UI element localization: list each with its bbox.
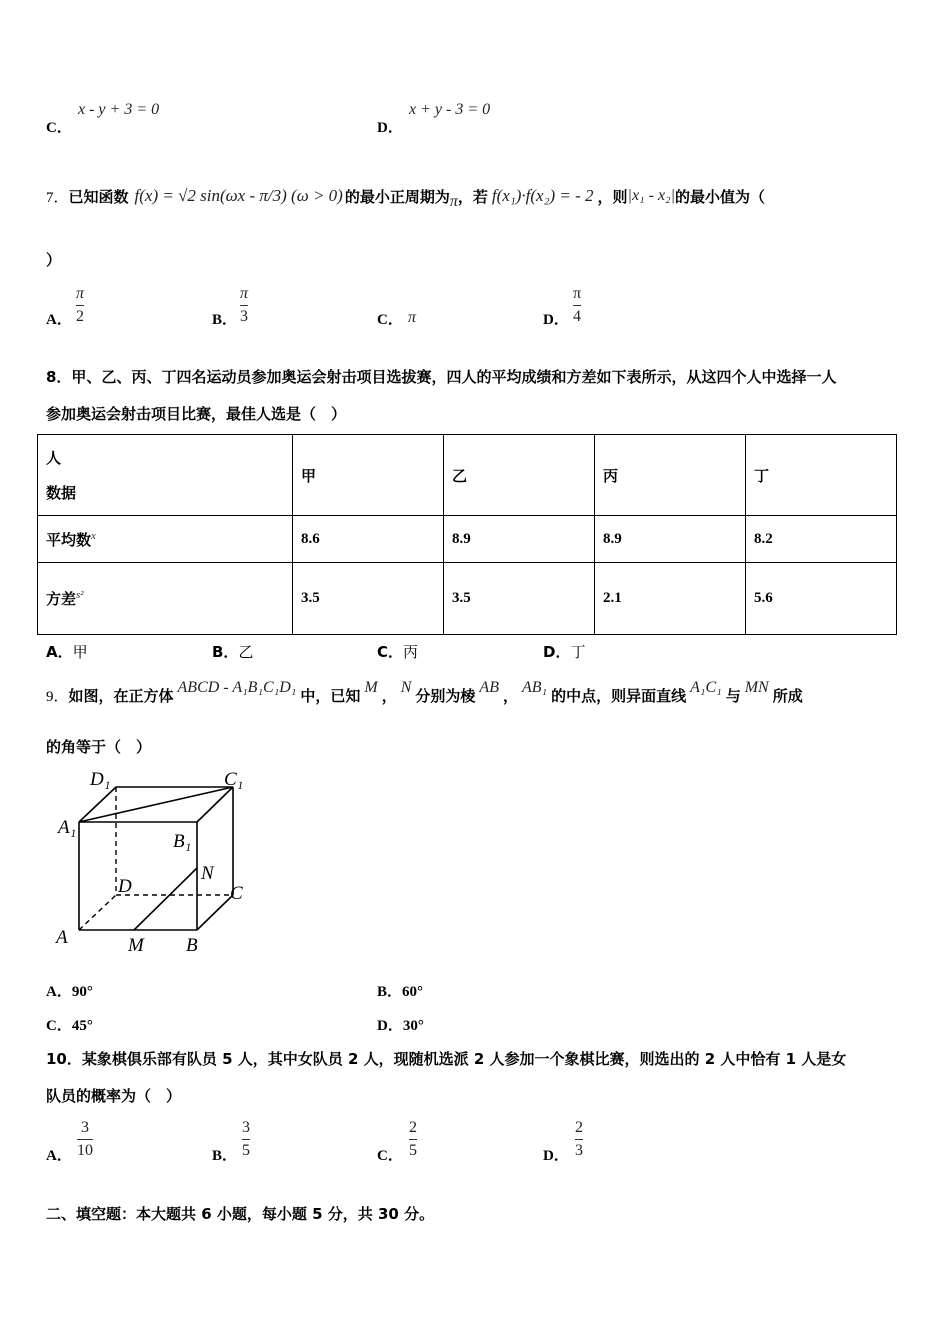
table-cell: 3.5	[444, 563, 595, 635]
label-b: B	[186, 935, 198, 956]
q8-option-d-text: 丁	[570, 643, 586, 661]
q7-condition-formula: f(x₁)·f(x₂) = - 2	[491, 186, 594, 205]
table-cell: 3.5	[293, 563, 444, 635]
q10-stem-line-1: 10．某象棋俱乐部有队员 5 人，其中女队员 2 人，现随机选派 2 人参加一个象棋比赛，则选出的 2 人中恰有 1 人是女	[46, 1050, 847, 1068]
q7-option-d-label: D．	[543, 312, 569, 328]
q10-option-c-label: C．	[377, 1148, 403, 1164]
q7-option-c-label: C．	[377, 312, 403, 328]
q8-option-d	[543, 641, 585, 662]
q6-option-d-label: D．	[377, 120, 403, 136]
q10-option-a-den: 10	[77, 1142, 93, 1159]
q8-option-a	[46, 641, 88, 662]
table-row	[38, 563, 897, 635]
q7-option-b-num: π	[240, 285, 249, 302]
q9-text-1: 如图，在正方体	[68, 686, 174, 705]
q7-option-a-fraction	[76, 285, 84, 326]
q9-option-c-text: 45°	[71, 1018, 93, 1034]
q10-option-b-den: 5	[242, 1142, 250, 1159]
label-a: A	[56, 927, 68, 948]
label-n: N	[201, 863, 214, 884]
q7-close-paren: ）	[46, 251, 62, 269]
q10-option-b-num: 3	[242, 1119, 250, 1136]
q9-option-a-label: A．	[46, 984, 72, 1000]
q9-text-6: 所成	[772, 686, 803, 705]
q8-stem-line-2: 参加奥运会射击项目比赛，最佳人选是（ ）	[46, 405, 347, 423]
q9-option-c-label: C．	[46, 1018, 72, 1034]
q9-comma-2: ，	[502, 686, 518, 705]
q10-option-c-fraction	[409, 1119, 417, 1160]
mean-symbol: x	[91, 529, 96, 542]
q9-text-2: 中，已知	[300, 686, 361, 705]
q7-option-b-label: B．	[212, 312, 238, 328]
q10-option-a-num: 3	[81, 1119, 89, 1136]
label-b1: B₁	[173, 831, 192, 852]
table-corner-cell	[38, 435, 293, 516]
q10-option-d-fraction	[575, 1119, 583, 1160]
q8-stem-line-1: 8．甲、乙、丙、丁四名运动员参加奥运会射击项目选拔赛，四人的平均成绩和方差如下表所示，从这四个人中选择一人	[46, 368, 837, 386]
q10-option-a-fraction	[77, 1119, 93, 1160]
cube-figure	[50, 765, 260, 960]
corner-bottom-label: 数据	[46, 484, 77, 502]
table-row-label	[38, 516, 293, 563]
q8-data-table	[37, 434, 897, 635]
q10-option-d-num: 2	[575, 1119, 583, 1136]
q9-option-c	[46, 1014, 93, 1035]
edge-a1d1	[79, 787, 116, 822]
label-d1: D₁	[90, 769, 111, 790]
label-a1: A₁	[58, 817, 77, 838]
q8-option-b-text: 乙	[238, 643, 254, 661]
q9-option-d-text: 30°	[402, 1018, 424, 1034]
q9-option-d	[377, 1014, 424, 1035]
q10-option-b-fraction	[242, 1119, 250, 1160]
q6-option-c-label: C．	[46, 120, 72, 136]
q10-option-a-label: A．	[46, 1148, 72, 1164]
q8-option-c	[377, 641, 418, 662]
q9-option-b	[377, 980, 423, 1001]
q7-text-4: ，则	[597, 187, 628, 206]
q7-option-a-label: A．	[46, 312, 72, 328]
q9-text-4: 的中点，则异面直线	[551, 686, 687, 705]
question-9-stem	[46, 673, 803, 717]
q10-option-d-den: 3	[575, 1142, 583, 1159]
table-row	[38, 516, 897, 563]
q9-edge-ab: AB	[479, 679, 499, 696]
q9-edge-ab1: AB₁	[521, 679, 548, 696]
q6-option-c-formula: x - y + 3 = 0	[78, 101, 160, 118]
table-header-cell: 丙	[595, 435, 746, 516]
q10-option-c-num: 2	[409, 1119, 417, 1136]
q7-function-formula: f(x) = √2 sin(ωx - π/3) (ω > 0)	[134, 186, 343, 205]
q7-text-1: 已知函数	[68, 187, 129, 206]
q9-option-a	[46, 980, 93, 1001]
table-cell: 2.1	[595, 563, 746, 635]
table-cell: 8.9	[595, 516, 746, 563]
q8-option-c-label: C．	[377, 643, 404, 661]
q7-option-d-den: 4	[573, 308, 582, 325]
q7-text-3: ，若	[457, 187, 488, 206]
section-2-heading: 二、填空题：本大题共 6 小题，每小题 5 分，共 30 分。	[46, 1205, 435, 1223]
label-m: M	[128, 935, 144, 956]
q9-cube-name: ABCD - A₁B₁C₁D₁	[177, 679, 297, 696]
q8-option-b	[212, 641, 253, 662]
q9-line-a1c1: A₁C₁	[690, 679, 722, 696]
q6-option-d-formula: x + y - 3 = 0	[409, 101, 491, 118]
question-7-stem	[46, 172, 765, 220]
q9-text-3: 分别为棱	[415, 686, 476, 705]
q7-abs-formula: |x₁ - x₂|	[627, 187, 675, 204]
q9-option-b-text: 60°	[402, 984, 424, 1000]
q7-option-d-num: π	[573, 285, 582, 302]
q9-stem-line-2: 的角等于（ ）	[46, 738, 152, 756]
q7-option-c-value: π	[408, 309, 417, 326]
table-cell: 8.2	[746, 516, 897, 563]
table-header-cell: 甲	[293, 435, 444, 516]
q7-option-a-den: 2	[76, 308, 84, 325]
q9-comma-1: ，	[381, 686, 397, 705]
q10-option-d-label: D．	[543, 1148, 569, 1164]
label-c1: C₁	[224, 769, 244, 790]
q8-option-a-label: A．	[46, 643, 73, 661]
q7-number: 7．	[46, 189, 69, 206]
row-label-mean: 平均数	[46, 530, 92, 549]
q9-point-n: N	[400, 679, 412, 696]
table-header-row	[38, 435, 897, 516]
q9-option-d-label: D．	[377, 1018, 403, 1034]
q9-option-a-text: 90°	[71, 984, 93, 1000]
table-row-label	[38, 563, 293, 635]
diagonal-a1c1	[79, 787, 233, 822]
q7-option-b-fraction	[240, 285, 248, 326]
q8-option-b-label: B．	[212, 643, 239, 661]
q10-stem-line-2: 队员的概率为（ ）	[46, 1087, 182, 1105]
table-cell: 8.6	[293, 516, 444, 563]
table-cell: 8.9	[444, 516, 595, 563]
table-header-cell: 丁	[746, 435, 897, 516]
q9-text-5: 与	[725, 686, 741, 705]
label-d: D	[118, 876, 132, 897]
q7-option-d-fraction	[573, 285, 581, 326]
q9-point-m: M	[364, 679, 378, 696]
table-header-cell: 乙	[444, 435, 595, 516]
q9-line-mn: MN	[744, 679, 769, 696]
q7-text-2: 的最小正周期为	[344, 187, 450, 206]
q10-option-c-den: 5	[409, 1142, 417, 1159]
q7-option-b-den: 3	[240, 308, 248, 325]
q9-option-b-label: B．	[377, 984, 403, 1000]
q7-period: π	[449, 193, 458, 210]
row-label-variance: 方差	[46, 590, 77, 608]
table-cell: 5.6	[746, 563, 897, 635]
q7-text-5: 的最小值为（	[675, 187, 766, 206]
hidden-edge-ad	[79, 895, 116, 930]
corner-top-label: 人	[46, 449, 62, 467]
variance-symbol: s²	[76, 589, 84, 601]
q7-option-a-num: π	[76, 285, 85, 302]
q10-option-b-label: B．	[212, 1148, 238, 1164]
label-c: C	[230, 883, 243, 904]
edge-bc	[197, 895, 233, 930]
q8-option-a-text: 甲	[72, 643, 88, 661]
q8-option-c-text: 丙	[403, 643, 419, 661]
q9-number: 9．	[46, 688, 69, 705]
q8-option-d-label: D．	[543, 643, 571, 661]
edge-b1c1	[197, 787, 233, 822]
segment-mn	[134, 868, 197, 930]
